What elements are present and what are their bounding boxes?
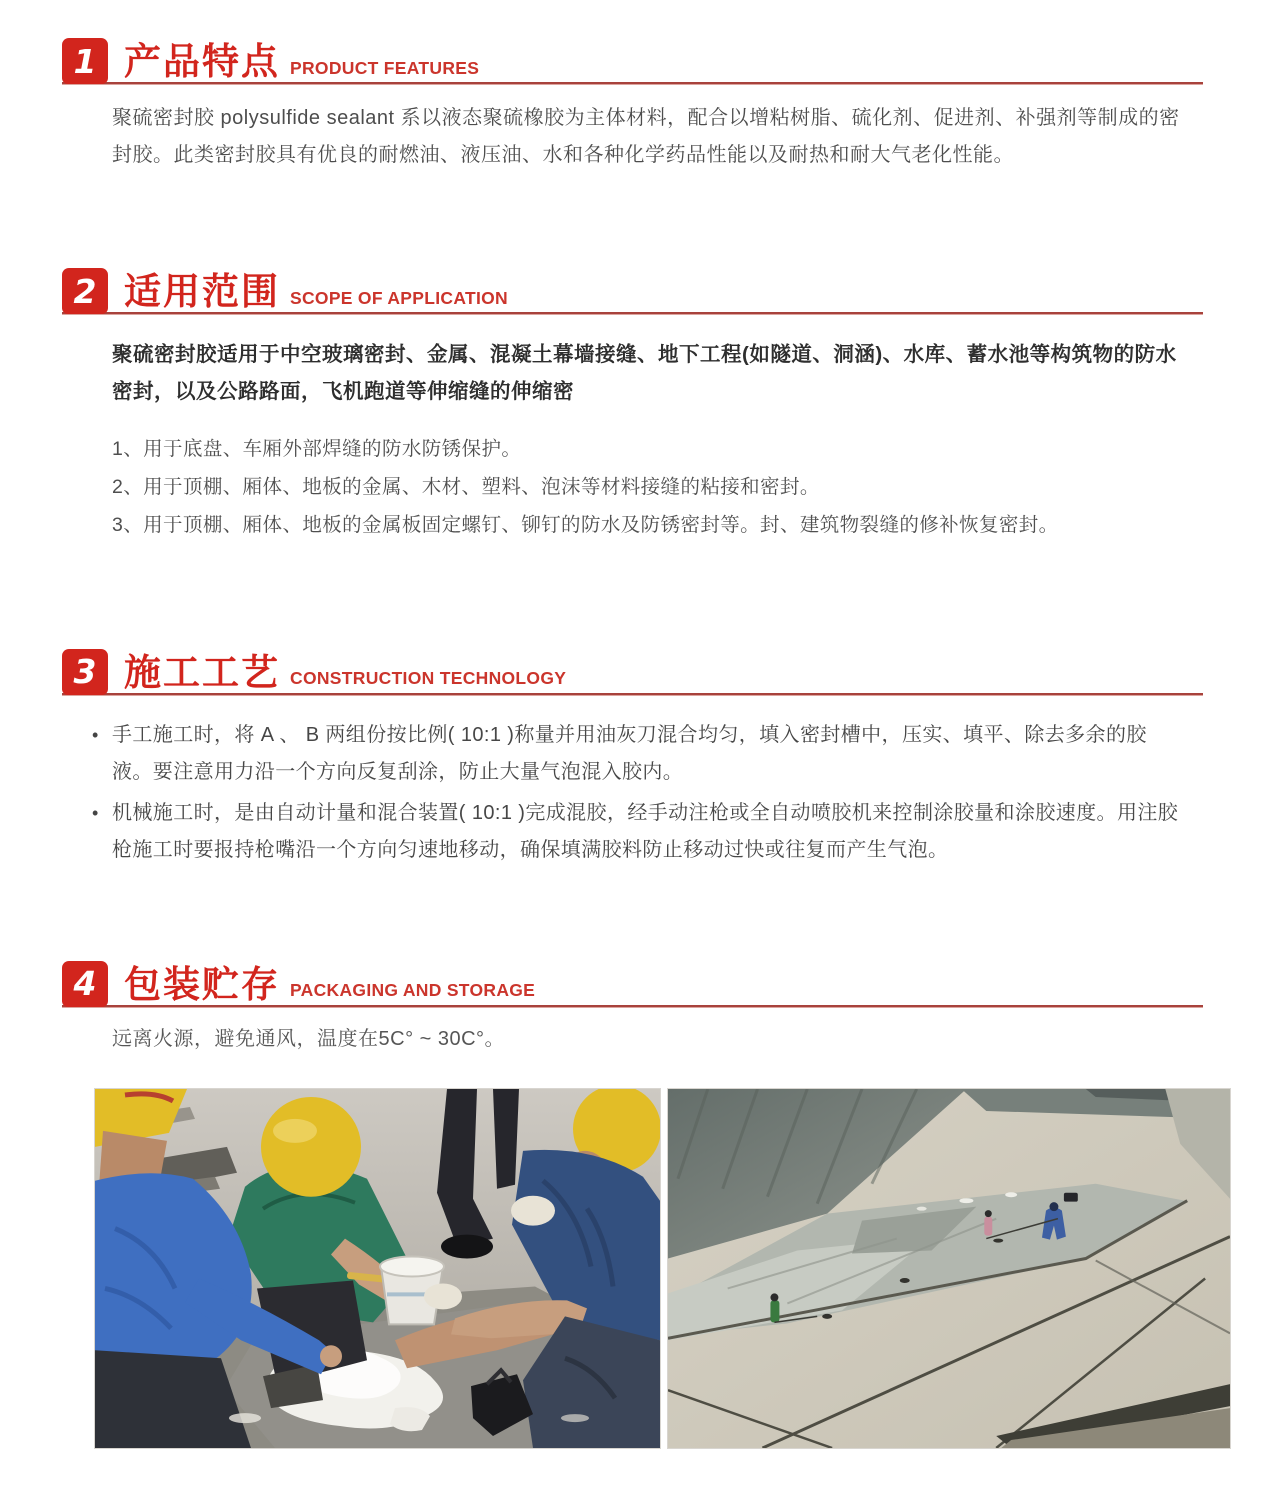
section-2-header — [62, 268, 1203, 314]
photo-row — [95, 1089, 1280, 1448]
section-number-badge: 2 — [62, 268, 108, 314]
section-title-en: SCOPE OF APPLICATION — [290, 287, 508, 308]
scope-lead-paragraph: 聚硫密封胶适用于中空玻璃密封、金属、混凝土幕墙接缝、地下工程(如隧道、洞涵)、水库、蓄水池等构筑物的防水密封，以及公路路面，飞机跑道等伸缩缝的伸缩密 — [112, 343, 1177, 403]
section-title-en: PRODUCT FEATURES — [290, 57, 480, 78]
section-3-header — [62, 649, 1203, 695]
section-number-badge: 4 — [62, 961, 108, 1007]
section-1-header — [62, 38, 1203, 84]
product-features-paragraph: 聚硫密封胶 polysulfide sealant 系以液态聚硫橡胶为主体材料，配合以增粘树脂、硫化剂、促进剂、补强剂等制成的密封胶。此类密封胶具有优良的耐燃油、液压油、水和各种化学药品性能以及耐热和耐大气老化性能。 — [112, 107, 1180, 166]
photo-sealant-application — [95, 1089, 660, 1448]
section-title-en: PACKAGING AND STORAGE — [290, 980, 536, 1000]
scope-numbered-list — [112, 431, 1185, 543]
section-product-features — [62, 38, 1203, 174]
section-scope-of-application — [62, 268, 1203, 543]
section-title-cn: 包装贮存 — [124, 963, 280, 1005]
section-packaging-storage — [62, 961, 1203, 1058]
section-title-cn: 施工工艺 — [124, 651, 280, 693]
section-number-badge: 1 — [62, 38, 108, 84]
photo-concrete-slope — [668, 1089, 1230, 1448]
section-4-header — [62, 961, 1203, 1007]
list-item: 2、用于顶棚、厢体、地板的金属、木材、塑料、泡沫等材料接缝的粘接和密封。 — [112, 475, 820, 498]
section-title-cn: 适用范围 — [124, 271, 280, 312]
list-item: 3、用于顶棚、厢体、地板的金属板固定螺钉、铆钉的防水及防锈密封等。封、建筑物裂缝的修补恢复密封。 — [112, 513, 1059, 536]
section-number-badge: 3 — [62, 649, 108, 695]
storage-note: 远离火源，避免通风，温度在5C° ~ 30C°。 — [112, 1027, 506, 1050]
list-item: 1、用于底盘、车厢外部焊缝的防水防锈保护。 — [112, 437, 522, 460]
construction-bullet-list — [90, 717, 1185, 869]
section-construction-technology — [62, 649, 1203, 869]
list-item: • 手工施工时，将 A 、 B 两组份按比例( 10:1 )称量并用油灰刀混合均匀，填入密封槽中，压实、填平、除去多余的胶液。要注意用力沿一个方向反复刮涂，防止大量气泡混入胶内。 — [90, 717, 1185, 791]
section-title-en: CONSTRUCTION TECHNOLOGY — [290, 668, 567, 688]
section-title-cn: 产品特点 — [124, 41, 280, 82]
list-item: • 机械施工时，是由自动计量和混合装置( 10:1 )完成混胶，经手动注枪或全自动喷胶机来控制涂胶量和涂胶速度。用注胶枪施工时要报持枪嘴沿一个方向匀速地移动，确保填满胶料防止移动过快或往复而产生气泡。 — [90, 795, 1185, 869]
